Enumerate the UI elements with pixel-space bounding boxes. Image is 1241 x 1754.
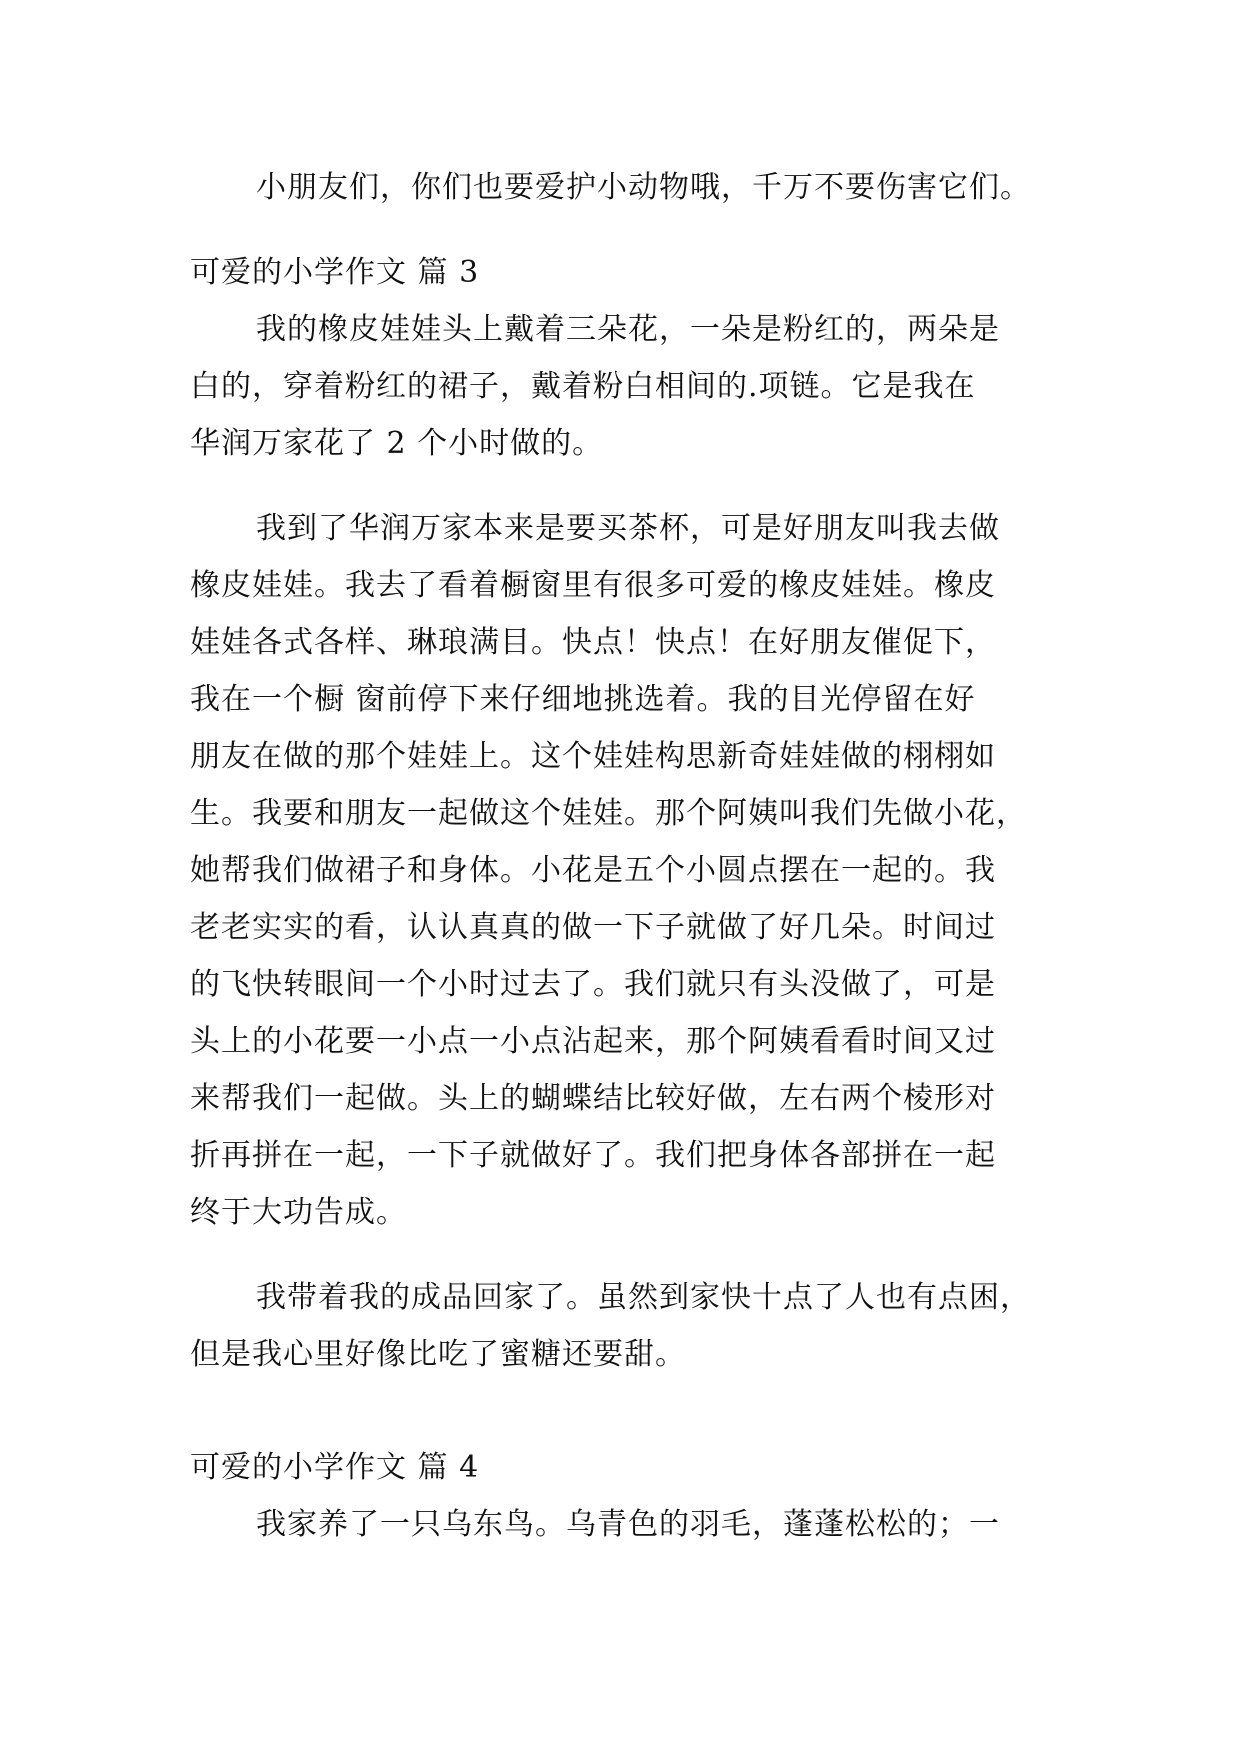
paragraph-line: 朋友在做的那个娃娃上。这个娃娃构思新奇娃娃做的栩栩如	[190, 739, 996, 774]
paragraph-line: 我在一个橱 窗前停下来仔细地挑选着。我的目光停留在好	[190, 682, 976, 717]
paragraph-line: 的飞快转眼间一个小时过去了。我们就只有头没做了，可是	[190, 967, 996, 1002]
paragraph-line: 我家养了一只乌东鸟。乌青色的羽毛，蓬蓬松松的；一	[256, 1507, 1000, 1542]
paragraph-line: 我带着我的成品回家了。虽然到家快十点了人也有点困，	[256, 1280, 1031, 1315]
paragraph-line: 小朋友们，你们也要爱护小动物哦，千万不要伤害它们。	[256, 170, 1031, 205]
paragraph-line: 我到了华润万家本来是要买茶杯，可是好朋友叫我去做	[256, 511, 1000, 546]
paragraph-line: 橡皮娃娃。我去了看着橱窗里有很多可爱的橡皮娃娃。橡皮	[190, 568, 996, 603]
paragraph-line: 白的，穿着粉红的裙子，戴着粉白相间的.项链。它是我在	[190, 369, 976, 404]
paragraph-line: 生。我要和朋友一起做这个娃娃。那个阿姨叫我们先做小花，	[190, 796, 1027, 831]
paragraph-line: 我的橡皮娃娃头上戴着三朵花，一朵是粉红的，两朵是	[256, 312, 1000, 347]
paragraph-line: 华润万家花了 2 个小时做的。	[190, 426, 604, 461]
section-heading: 可爱的小学作文 篇 4	[190, 1450, 480, 1485]
paragraph-line: 娃娃各式各样、琳琅满目。快点！快点！在好朋友催促下，	[190, 625, 996, 660]
paragraph-line: 她帮我们做裙子和身体。小花是五个小圆点摆在一起的。我	[190, 853, 996, 888]
paragraph-line: 终于大功告成。	[190, 1195, 407, 1230]
paragraph-line: 来帮我们一起做。头上的蝴蝶结比较好做，左右两个棱形对	[190, 1081, 996, 1116]
paragraph-line: 但是我心里好像比吃了蜜糖还要甜。	[190, 1337, 686, 1372]
paragraph-line: 折再拼在一起，一下子就做好了。我们把身体各部拼在一起	[190, 1138, 996, 1173]
paragraph-line: 头上的小花要一小点一小点沾起来，那个阿姨看看时间又过	[190, 1024, 996, 1059]
section-heading: 可爱的小学作文 篇 3	[190, 255, 480, 290]
paragraph-line: 老老实实的看，认认真真的做一下子就做了好几朵。时间过	[190, 910, 996, 945]
